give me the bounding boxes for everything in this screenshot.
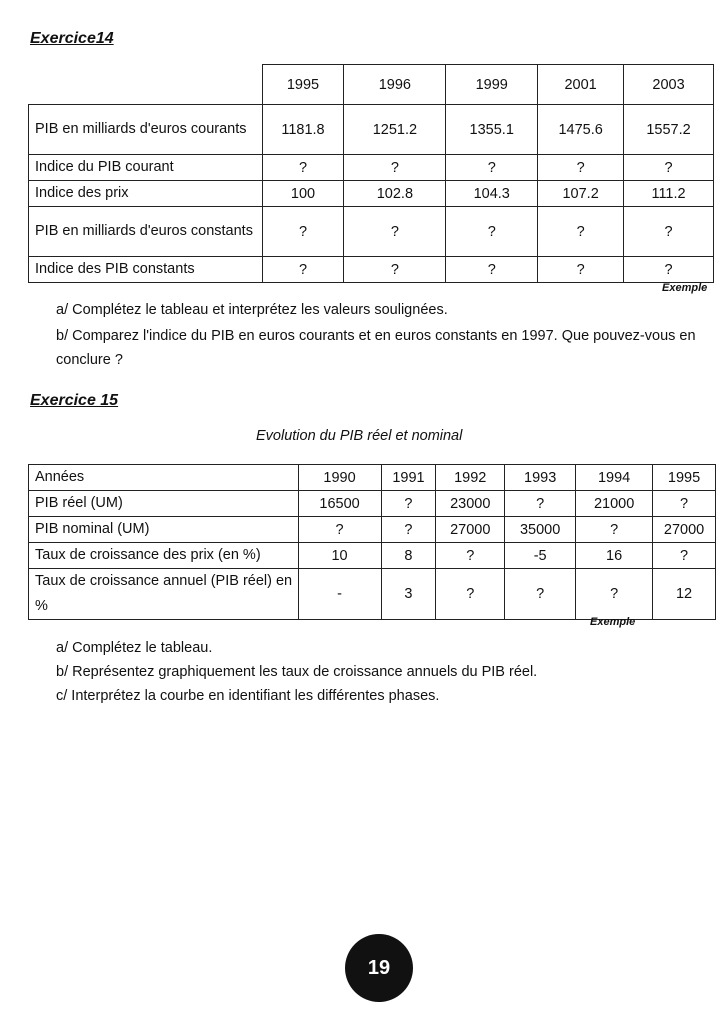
table-cell: ?: [538, 155, 624, 181]
year-header: 1995: [653, 465, 716, 491]
table-cell: 10: [298, 543, 381, 569]
year-header: 1999: [446, 65, 538, 105]
table-cell: ?: [436, 569, 505, 620]
row-label: Indice des PIB constants: [29, 257, 263, 283]
table-cell: 35000: [505, 517, 576, 543]
table-cell: -5: [505, 543, 576, 569]
row-label: PIB réel (UM): [29, 491, 299, 517]
table-cell: ?: [624, 155, 714, 181]
table-header-row: [29, 65, 714, 105]
year-header: 2003: [624, 65, 714, 105]
table-row: [29, 491, 716, 517]
question-b: b/ Représentez graphiquement les taux de croissance annuels du PIB réel.: [56, 664, 538, 680]
table-row: [29, 517, 716, 543]
table-row: [29, 105, 714, 155]
table-cell: ?: [262, 207, 344, 257]
table-row: [29, 207, 714, 257]
table-cell: ?: [576, 569, 653, 620]
table-cell: 1181.8: [262, 105, 344, 155]
years-header-label: Années: [29, 465, 299, 491]
table-cell: ?: [446, 257, 538, 283]
table-cell: 111.2: [624, 181, 714, 207]
table-cell: 100: [262, 181, 344, 207]
table-cell: ?: [653, 491, 716, 517]
exercice14-table: [28, 64, 714, 283]
table-cell: ?: [262, 257, 344, 283]
table-cell: ?: [576, 517, 653, 543]
table-cell: ?: [653, 543, 716, 569]
table-row: [29, 257, 714, 283]
table-cell: 1355.1: [446, 105, 538, 155]
table-caption: Evolution du PIB réel et nominal: [256, 428, 463, 444]
table-cell: ?: [538, 257, 624, 283]
year-header: 1992: [436, 465, 505, 491]
row-label: PIB en milliards d'euros constants: [29, 207, 263, 257]
table-cell: 27000: [653, 517, 716, 543]
row-label: Taux de croissance des prix (en %): [29, 543, 299, 569]
table-cell: 12: [653, 569, 716, 620]
row-label: PIB en milliards d'euros courants: [29, 105, 263, 155]
exemple-note: Exemple: [662, 282, 708, 294]
row-label: Indice des prix: [29, 181, 263, 207]
table-cell: 21000: [576, 491, 653, 517]
year-header: 1993: [505, 465, 576, 491]
table-cell: 8: [381, 543, 436, 569]
table-cell: 104.3: [446, 181, 538, 207]
table-cell: 102.8: [344, 181, 446, 207]
table-cell: 3: [381, 569, 436, 620]
table-cell: ?: [298, 517, 381, 543]
table-row: [29, 569, 716, 620]
year-header: 1991: [381, 465, 436, 491]
exercice15-table: [28, 464, 716, 620]
empty-corner-cell: [29, 65, 263, 105]
row-label: PIB nominal (UM): [29, 517, 299, 543]
row-label: Indice du PIB courant: [29, 155, 263, 181]
question-a: a/ Complétez le tableau et interprétez les valeurs soulignées.: [56, 302, 448, 318]
table-cell: ?: [446, 155, 538, 181]
table-cell: ?: [344, 155, 446, 181]
table-cell: 1251.2: [344, 105, 446, 155]
year-header: 1994: [576, 465, 653, 491]
table-cell: 1475.6: [538, 105, 624, 155]
table-cell: 27000: [436, 517, 505, 543]
table-cell: 16: [576, 543, 653, 569]
exemple-note: Exemple: [590, 616, 636, 628]
table-cell: ?: [505, 569, 576, 620]
table-cell: 16500: [298, 491, 381, 517]
table-cell: 107.2: [538, 181, 624, 207]
year-header: 1995: [262, 65, 344, 105]
table-cell: ?: [381, 517, 436, 543]
table-cell: ?: [538, 207, 624, 257]
exercice15-title: Exercice 15: [30, 392, 119, 409]
table-cell: -: [298, 569, 381, 620]
table-cell: ?: [344, 257, 446, 283]
table-header-row: [29, 465, 716, 491]
table-row: [29, 181, 714, 207]
table-row: [29, 543, 716, 569]
table-cell: ?: [436, 543, 505, 569]
exercice14-title: Exercice14: [30, 30, 114, 47]
year-header: 1996: [344, 65, 446, 105]
table-cell: ?: [446, 207, 538, 257]
question-b: b/ Comparez l'indice du PIB en euros courants et en euros constants en 1997. Que pouvez-vous en conclure ?: [56, 328, 696, 368]
row-label: Taux de croissance annuel (PIB réel) en %: [29, 569, 299, 620]
question-c: c/ Interprétez la courbe en identifiant les différentes phases.: [56, 688, 440, 704]
table-cell: 23000: [436, 491, 505, 517]
page-number-badge: 19: [345, 934, 413, 1002]
table-cell: 1557.2: [624, 105, 714, 155]
table-cell: ?: [624, 207, 714, 257]
table-cell: ?: [344, 207, 446, 257]
year-header: 1990: [298, 465, 381, 491]
table-row: [29, 155, 714, 181]
table-cell: ?: [624, 257, 714, 283]
table-cell: ?: [381, 491, 436, 517]
table-cell: ?: [505, 491, 576, 517]
table-cell: ?: [262, 155, 344, 181]
question-a: a/ Complétez le tableau.: [56, 640, 213, 656]
year-header: 2001: [538, 65, 624, 105]
